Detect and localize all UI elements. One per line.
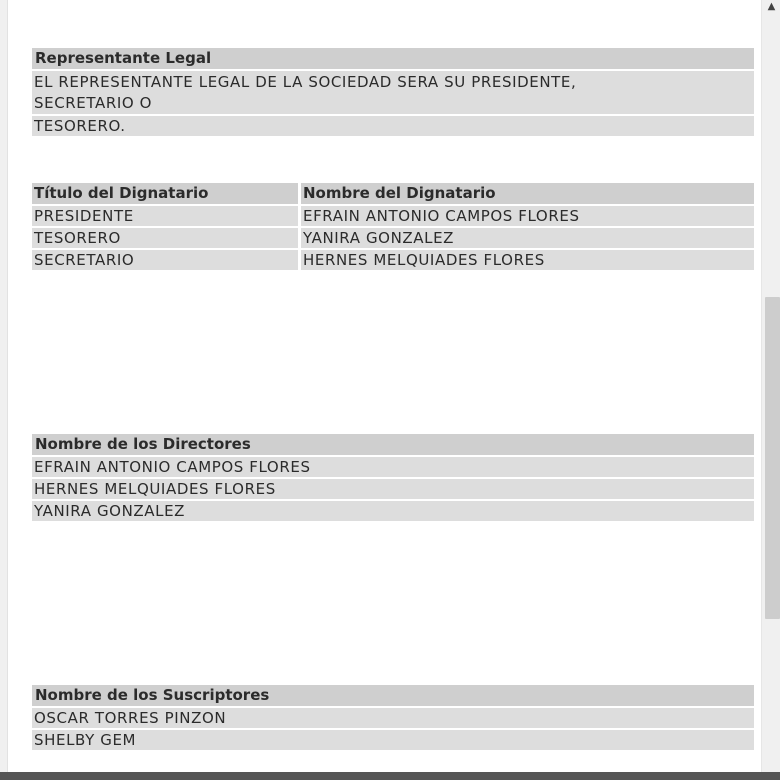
scroll-up-button[interactable] xyxy=(762,0,780,18)
left-edge xyxy=(0,0,8,772)
col-titulo-dignatario: Título del Dignatario xyxy=(32,183,298,204)
dignatario-titulo: PRESIDENTE xyxy=(32,206,298,226)
suscriptores-section xyxy=(32,685,754,752)
dignatario-nombre: HERNES MELQUIADES FLORES xyxy=(301,250,754,270)
bottom-frame-edge xyxy=(0,772,780,780)
representante-line-3-row xyxy=(32,116,754,136)
dignatarios-table xyxy=(32,183,754,272)
table-row xyxy=(32,250,754,270)
dignatario-titulo: SECRETARIO xyxy=(32,250,298,270)
list-item: YANIRA GONZALEZ xyxy=(32,501,754,521)
dignatario-titulo: TESORERO xyxy=(32,228,298,248)
dignatario-nombre: YANIRA GONZALEZ xyxy=(301,228,754,248)
list-item: HERNES MELQUIADES FLORES xyxy=(32,479,754,499)
dignatarios-header-row xyxy=(32,183,754,204)
scrollbar-thumb[interactable] xyxy=(765,297,780,619)
representante-legal-header: Representante Legal xyxy=(32,48,754,69)
directores-header: Nombre de los Directores xyxy=(32,434,754,455)
representante-legal-text xyxy=(32,71,754,114)
representante-legal-section xyxy=(32,48,754,138)
table-row xyxy=(32,228,754,248)
chevron-up-icon: ▲ xyxy=(767,1,776,12)
suscriptores-header: Nombre de los Suscriptores xyxy=(32,685,754,706)
representante-line-1: EL REPRESENTANTE LEGAL DE LA SOCIEDAD SERA SU PRESIDENTE, xyxy=(34,73,577,91)
list-item: OSCAR TORRES PINZON xyxy=(32,708,754,728)
vertical-scrollbar[interactable] xyxy=(761,0,780,772)
representante-line-3: TESORERO. xyxy=(34,117,126,135)
representante-line-2: SECRETARIO O xyxy=(34,94,153,112)
list-item: SHELBY GEM xyxy=(32,730,754,750)
table-row xyxy=(32,206,754,226)
col-nombre-dignatario: Nombre del Dignatario xyxy=(301,183,754,204)
directores-section xyxy=(32,434,754,523)
dignatario-nombre: EFRAIN ANTONIO CAMPOS FLORES xyxy=(301,206,754,226)
list-item: EFRAIN ANTONIO CAMPOS FLORES xyxy=(32,457,754,477)
